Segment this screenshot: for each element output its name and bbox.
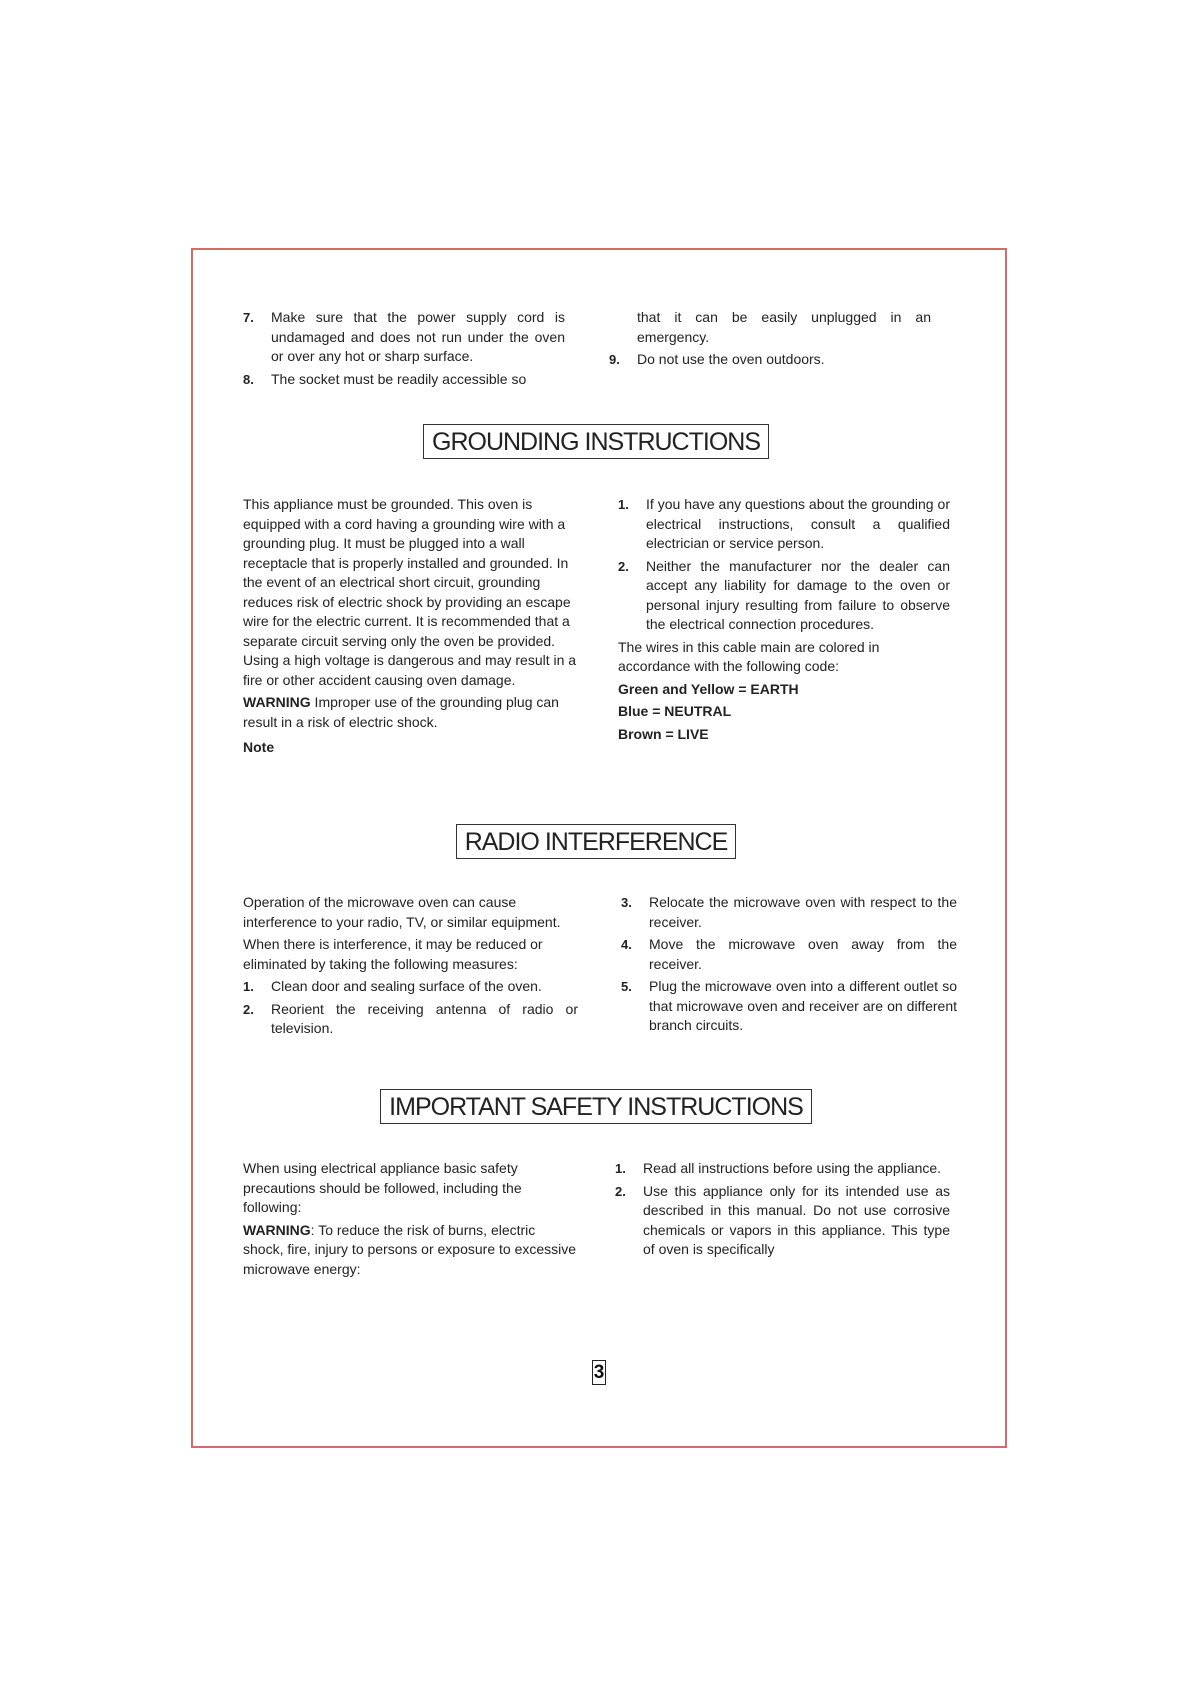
list-text: that it can be easily unplugged in an emergency.	[637, 309, 931, 345]
list-number: 1.	[618, 497, 629, 512]
list-number: 8.	[243, 371, 254, 387]
grounding-right-column	[618, 495, 950, 747]
top-right-column	[609, 308, 931, 373]
section-title: IMPORTANT SAFETY INSTRUCTIONS	[380, 1089, 812, 1124]
list-item	[621, 977, 957, 1036]
section-title: RADIO INTERFERENCE	[456, 824, 737, 859]
grounding-paragraph: This appliance must be grounded. This oven is equipped with a cord having a grounding wire with a grounding plug. It must be plugged into a wall receptacle that is properly installed and grounded. In the event of an electrical short circuit, grounding reduces risk of electric shock by providing an escape wire for the electric current. It is recommended that a separate circuit serving only the oven be provided. Using a high voltage is dangerous and may result in a fire or other accident causing oven damage.	[243, 496, 577, 688]
top-left-column	[243, 308, 565, 392]
list-continuation	[609, 308, 931, 347]
color-code: Green and Yellow = EARTH	[618, 680, 799, 697]
list-item	[621, 893, 957, 932]
list-text: The socket must be readily accessible so	[271, 370, 527, 387]
list-text: Relocate the microwave oven with respect to the receiver.	[649, 894, 957, 930]
list-text: If you have any questions about the grounding or electrical instructions, consult a qualified electrician or service person.	[646, 496, 950, 551]
radio-heading	[0, 824, 1192, 859]
warning-label: WARNING	[243, 694, 311, 710]
list-text: Read all instructions before using the appliance.	[643, 1160, 942, 1176]
list-number: 4.	[621, 937, 632, 952]
list-item	[243, 308, 565, 367]
color-code: Blue = NEUTRAL	[618, 703, 732, 719]
list-text: Clean door and sealing surface of the oven.	[271, 978, 542, 994]
list-item	[243, 1000, 578, 1039]
list-number: 5.	[621, 979, 632, 994]
safety-right-column	[615, 1159, 950, 1263]
wires-paragraph: The wires in this cable main are colored in accordance with the following code:	[618, 638, 880, 674]
list-text: Use this appliance only for its intended use as described in this manual. Do not use corrosive chemicals or vapors in this appliance. This type of oven is specifically	[643, 1182, 950, 1257]
radio-paragraph: When there is interference, it may be reduced or eliminated by taking the following measures:	[243, 936, 543, 972]
list-item	[243, 977, 578, 997]
list-text: Do not use the oven outdoors.	[637, 351, 825, 367]
warning-text: : To reduce the risk of burns, electric shock, fire, injury to persons or exposure to excessive microwave energy:	[243, 1221, 577, 1277]
list-item	[615, 1159, 950, 1179]
radio-paragraph: Operation of the microwave oven can cause interference to your radio, TV, or similar equipment.	[243, 894, 561, 930]
grounding-warning	[243, 693, 578, 732]
list-item	[609, 350, 931, 370]
safety-heading	[0, 1089, 1192, 1124]
section-title: GROUNDING INSTRUCTIONS	[423, 424, 769, 459]
list-number: 9.	[609, 352, 620, 367]
list-number: 3.	[621, 895, 632, 910]
grounding-heading	[0, 424, 1192, 459]
list-text: Make sure that the power supply cord is undamaged and does not run under the oven or over any hot or sharp surface.	[271, 309, 565, 364]
list-item	[618, 495, 950, 554]
grounding-left-column	[243, 495, 578, 761]
list-item	[618, 557, 950, 635]
list-text: Plug the microwave oven into a different outlet so that microwave oven and receiver are on different branch circuits.	[649, 978, 957, 1033]
list-text: Reorient the receiving antenna of radio or television.	[271, 1000, 578, 1036]
safety-paragraph: When using electrical appliance basic safety precautions should be followed, including the following:	[243, 1160, 522, 1215]
safety-warning	[243, 1221, 578, 1280]
list-number: 2.	[243, 1001, 254, 1017]
radio-left-column	[243, 893, 578, 1042]
color-code: Brown = LIVE	[618, 725, 709, 742]
list-text: Move the microwave oven away from the receiver.	[649, 936, 957, 972]
page-number: 3	[593, 1362, 605, 1383]
warning-text: Improper use of the grounding plug can result in a risk of electric shock.	[243, 694, 559, 730]
list-item	[621, 935, 957, 974]
list-number: 1.	[243, 979, 254, 994]
list-number: 7.	[243, 310, 254, 325]
list-number: 2.	[615, 1183, 626, 1199]
note-label: Note	[243, 739, 275, 755]
list-item	[615, 1182, 950, 1260]
list-item	[243, 370, 565, 390]
warning-label: WARNING	[243, 1221, 311, 1238]
radio-right-column	[621, 893, 957, 1039]
list-number: 1.	[615, 1161, 626, 1176]
list-text: Neither the manufacturer nor the dealer can accept any liability for damage to the oven or personal injury resulting from failure to observe the electrical connection procedures.	[646, 557, 950, 632]
safety-left-column	[243, 1159, 578, 1282]
list-number: 2.	[618, 558, 629, 574]
